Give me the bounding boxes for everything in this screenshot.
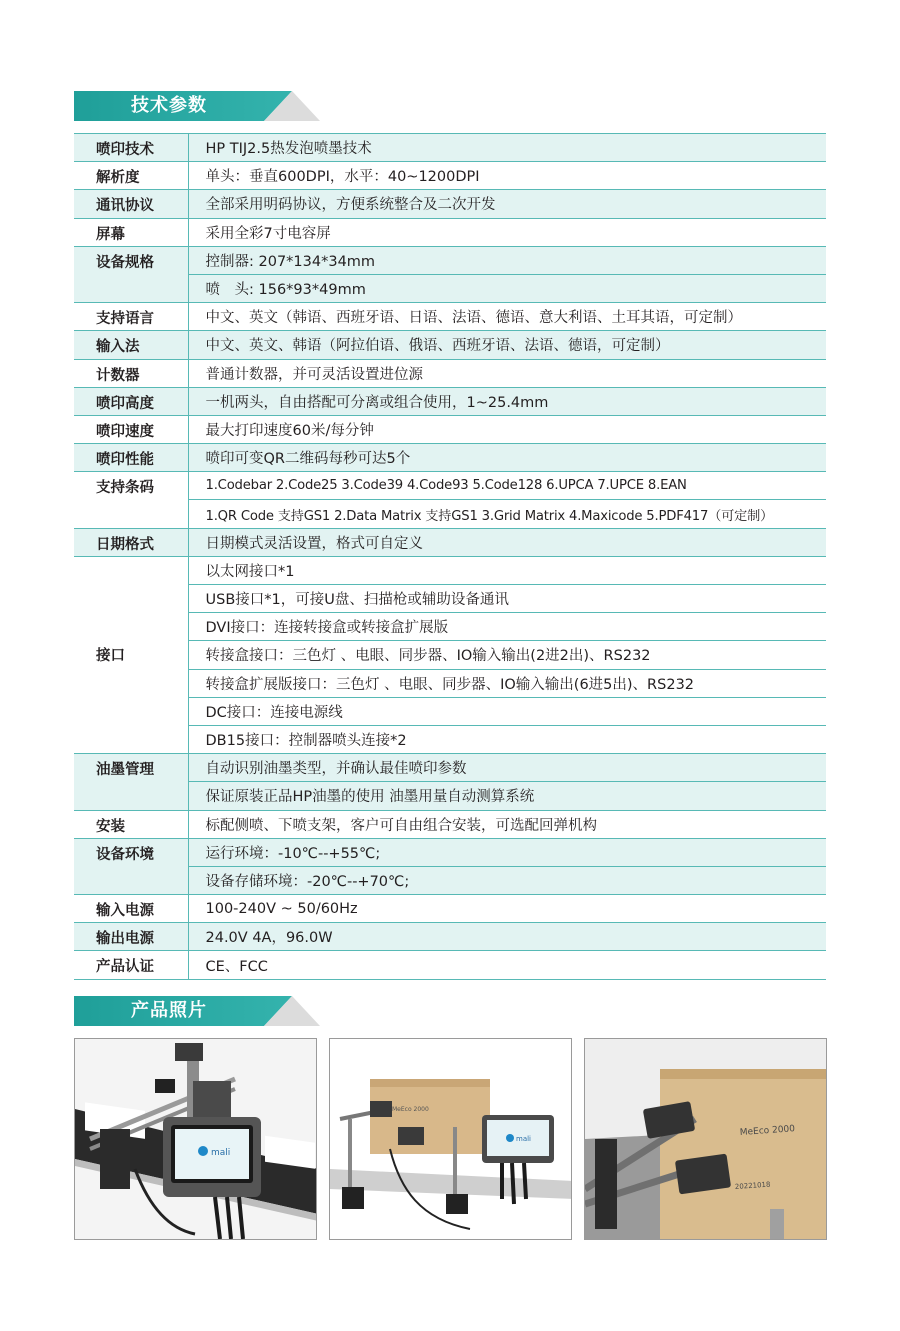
spec-label: 喷印性能 [74, 444, 188, 472]
spec-row [74, 303, 826, 331]
spec-label: 产品认证 [74, 951, 188, 979]
spec-label: 支持条码 [74, 472, 188, 528]
spec-row [74, 387, 826, 415]
spec-row [74, 923, 826, 951]
controller-brand-text: mali [211, 1148, 231, 1158]
spec-value: 100-240V ~ 50/60Hz [188, 895, 826, 923]
specs-section-header [74, 91, 320, 121]
spec-row [74, 838, 826, 866]
spec-row [74, 218, 826, 246]
spec-label: 通讯协议 [74, 190, 188, 218]
spec-value: 以太网接口*1 [188, 556, 826, 584]
spec-row [74, 359, 826, 387]
product-photo-2 [329, 1038, 572, 1240]
spec-label: 输入法 [74, 331, 188, 359]
spec-value: 一机两头，自由搭配可分离或组合使用，1~25.4mm [188, 387, 826, 415]
spec-value: 中文、英文（韩语、西班牙语、日语、法语、德语、意大利语、土耳其语，可定制） [188, 303, 826, 331]
carton-box [660, 1069, 827, 1240]
spec-row [74, 162, 826, 190]
spec-label: 喷印高度 [74, 387, 188, 415]
spec-row [74, 528, 826, 556]
spec-label: 接口 [74, 556, 188, 753]
spec-table [74, 133, 826, 980]
spec-value: HP TIJ2.5热发泡喷墨技术 [188, 134, 826, 162]
spec-label: 安装 [74, 810, 188, 838]
spec-value: 中文、英文、韩语（阿拉伯语、俄语、西班牙语、法语、德语，可定制） [188, 331, 826, 359]
spec-value: 设备存储环境：-20℃--+70℃; [188, 866, 826, 894]
spec-label: 设备环境 [74, 838, 188, 894]
spec-label: 解析度 [74, 162, 188, 190]
spec-value: 运行环境：-10℃--+55℃; [188, 838, 826, 866]
spec-label: 喷印技术 [74, 134, 188, 162]
spec-row [74, 246, 826, 274]
spec-value: 最大打印速度60米/每分钟 [188, 415, 826, 443]
spec-label: 输入电源 [74, 895, 188, 923]
photos-section-title: 产品照片 [131, 1000, 207, 1021]
specs-section-title: 技术参数 [131, 95, 207, 116]
spec-row [74, 754, 826, 782]
spec-value: 控制器: 207*134*34mm [188, 246, 826, 274]
spec-label: 输出电源 [74, 923, 188, 951]
spec-row [74, 556, 826, 584]
spec-value: 转接盒扩展版接口：三色灯 、电眼、同步器、IO输入输出(6进5出)、RS232 [188, 669, 826, 697]
controller-brand-text: mali [516, 1135, 531, 1143]
spec-value: 自动识别油墨类型，并确认最佳喷印参数 [188, 754, 826, 782]
spec-value: 全部采用明码协议，方便系统整合及二次开发 [188, 190, 826, 218]
spec-row [74, 951, 826, 979]
spec-label: 油墨管理 [74, 754, 188, 810]
spec-row [74, 331, 826, 359]
box-date-text: 20221018 [734, 1180, 771, 1191]
spec-value: 日期模式灵活设置，格式可自定义 [188, 528, 826, 556]
spec-row [74, 472, 826, 500]
spec-value: 喷 头: 156*93*49mm [188, 274, 826, 302]
spec-value: DVI接口：连接转接盒或转接盒扩展版 [188, 613, 826, 641]
spec-row [74, 134, 826, 162]
spec-value: 标配侧喷、下喷支架，客户可自由组合安装，可选配回弹机构 [188, 810, 826, 838]
spec-value: 转接盒接口：三色灯 、电眼、同步器、IO输入输出(2进2出)、RS232 [188, 641, 826, 669]
spec-row [74, 190, 826, 218]
spec-row [74, 810, 826, 838]
spec-row [74, 444, 826, 472]
box-print-text: MeEco 2000 [392, 1106, 429, 1113]
spec-value: 1.QR Code 支持GS1 2.Data Matrix 支持GS1 3.Grid Matrix 4.Maxicode 5.PDF417（可定制） [188, 500, 826, 528]
product-photo-1 [74, 1038, 317, 1240]
spec-value: 采用全彩7寸电容屏 [188, 218, 826, 246]
spec-value: 普通计数器，并可灵活设置进位源 [188, 359, 826, 387]
spec-value: DC接口：连接电源线 [188, 697, 826, 725]
spec-value: 24.0V 4A，96.0W [188, 923, 826, 951]
spec-value: 保证原装正品HP油墨的使用 油墨用量自动测算系统 [188, 782, 826, 810]
spec-row [74, 415, 826, 443]
spec-label: 日期格式 [74, 528, 188, 556]
spec-value: 喷印可变QR二维码每秒可达5个 [188, 444, 826, 472]
spec-value: 1.Codebar 2.Code25 3.Code39 4.Code93 5.Code128 6.UPCA 7.UPCE 8.EAN [188, 472, 826, 500]
spec-label: 喷印速度 [74, 415, 188, 443]
spec-label: 支持语言 [74, 303, 188, 331]
spec-label: 屏幕 [74, 218, 188, 246]
spec-value: USB接口*1，可接U盘、扫描枪或辅助设备通讯 [188, 585, 826, 613]
spec-value: DB15接口：控制器喷头连接*2 [188, 725, 826, 753]
spec-label: 设备规格 [74, 246, 188, 302]
spec-value: 单头：垂直600DPI，水平：40~1200DPI [188, 162, 826, 190]
box-print-text: MeEco 2000 [739, 1124, 796, 1138]
spec-row [74, 895, 826, 923]
product-photo-3 [584, 1038, 827, 1240]
photos-section-header [74, 996, 320, 1026]
spec-label: 计数器 [74, 359, 188, 387]
spec-value: CE、FCC [188, 951, 826, 979]
